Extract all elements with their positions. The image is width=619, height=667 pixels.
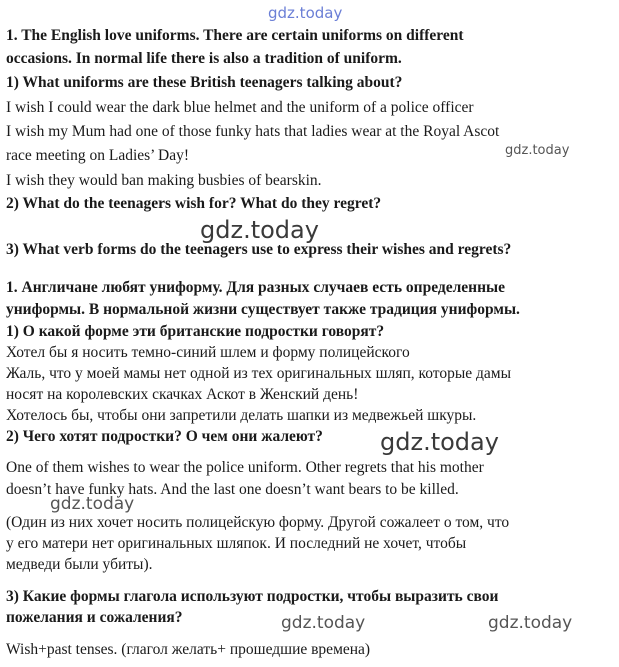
answer-ru-translation: (Один из них хочет носить полицейскую форму. Другой сожалеет о том, что [6, 514, 510, 531]
wish-2: I wish my Mum had one of those funky hats that ladies wear at the Royal Ascot [6, 123, 500, 140]
watermark: gdz.today [50, 494, 135, 514]
watermark: gdz.today [488, 613, 573, 633]
answer-ru-translation: у его матери нет оригинальных шляпок. И последний не хочет, чтобы [6, 535, 467, 552]
task-intro-ru: 1. Англичане любят униформу. Для разных случаев есть определенные [6, 279, 506, 296]
question-3-ru-cont: пожелания и сожаления? [6, 609, 183, 626]
question-1: 1) What uniforms are these British teenagers talking about? [6, 74, 403, 91]
answer-2-ru: Жаль, что у моей мамы нет одной из тех оригинальных шляп, которые дамы [6, 365, 512, 382]
watermark: gdz.today [200, 216, 319, 244]
answer-ru-translation: медведи были убиты). [6, 556, 153, 573]
task-intro-ru: униформы. В нормальной жизни существует также традиция униформы. [6, 301, 520, 318]
answer-3-ru: Хотелось бы, чтобы они запретили делать шапки из медвежьей шкуры. [6, 407, 477, 424]
task-intro-line: 1. The English love uniforms. There are certain uniforms on different [6, 27, 464, 44]
question-3: 3) What verb forms do the teenagers use to express their wishes and regrets? [6, 241, 512, 258]
watermark: gdz.today [505, 143, 570, 158]
answer-2-ru-cont: носят на королевских скачках Аскот в Женский день! [6, 386, 359, 403]
watermark-top: gdz.today [268, 4, 343, 22]
watermark: gdz.today [281, 613, 366, 633]
wish-1: I wish I could wear the dark blue helmet and the uniform of a police officer [6, 99, 474, 116]
question-3-ru: 3) Какие формы глагола используют подростки, чтобы выразить свои [6, 588, 499, 605]
question-1-ru: 1) О какой форме эти британские подростки говорят? [6, 323, 385, 340]
task-intro-line: occasions. In normal life there is also a tradition of uniform. [6, 50, 402, 67]
answer-1-ru: Хотел бы я носить темно-синий шлем и форму полицейского [6, 344, 410, 361]
answer-en: doesn’t have funky hats. And the last one doesn’t want bears to be killed. [6, 481, 459, 498]
question-2-ru: 2) Чего хотят подростки? О чем они жалеют? [6, 428, 323, 445]
question-2: 2) What do the teenagers wish for? What do they regret? [6, 195, 382, 212]
final-answer: Wish+past tenses. (глагол желать+ прошедшие времена) [6, 641, 371, 658]
wish-2-cont: race meeting on Ladies’ Day! [6, 147, 190, 164]
watermark: gdz.today [380, 428, 499, 456]
wish-3: I wish they would ban making busbies of bearskin. [6, 172, 322, 189]
answer-en: One of them wishes to wear the police uniform. Other regrets that his mother [6, 459, 484, 476]
